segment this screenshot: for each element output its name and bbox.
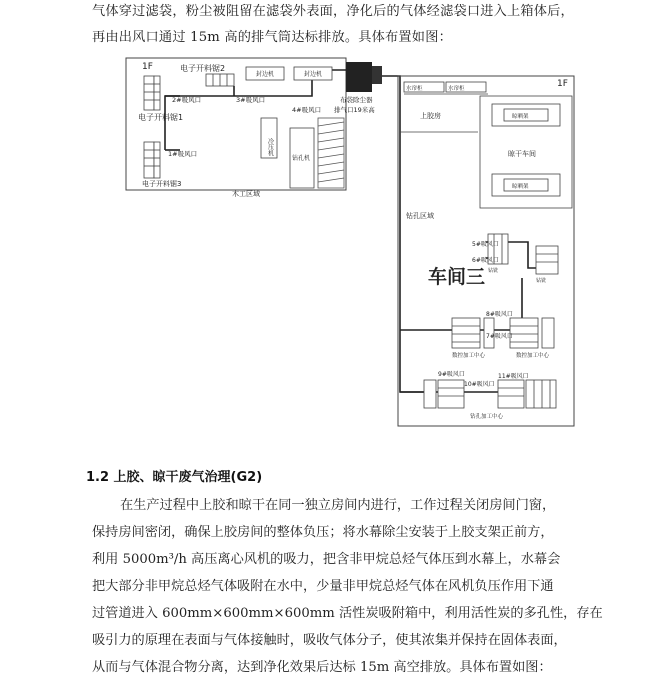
outlet-7-label: 7#吸风口 [486,333,513,340]
machine-rack-1 [144,76,160,110]
outlet-4-label: 4#吸风口 [292,106,322,114]
outlet-2-label: 2#吸风口 [172,96,202,104]
section-heading: 1.2 上胶、晾干废气治理(G2) [86,470,263,485]
zone-label: 木工区域 [232,190,260,198]
body-line-1: 在生产过程中上胶和晾干在同一独立房间内进行，工作过程关闭房间门窗， [120,498,556,513]
outlet-8-label: 8#吸风口 [486,311,513,318]
intro-line-1: 气体穿过滤袋，粉尘被阻留在滤袋外表面，净化后的气体经滤袋口进入上箱体后， [92,4,574,19]
body-line-7: 从而与气体混合物分离，达到净化效果后达标 15m 高空排放。具体布置如图： [92,660,552,675]
dry-box-2-label: 晾晒架 [512,184,529,190]
exhaust-fan [372,66,382,84]
outlet-9-label: 9#吸风口 [438,371,465,378]
body-line-5: 过管道进入 600mm×600mm×600mm 活性炭吸附箱中，利用活性炭的多孔性，存在 [92,606,603,621]
machine-1-label: 电子开料锯1 [138,113,184,122]
machine-rack-3 [144,142,160,178]
room-top-left-label: 水帘柜 [406,86,423,92]
outlet-10-label: 10#吸风口 [464,381,495,388]
outlet-3-label: 3#吸风口 [236,96,266,104]
collector-label: 布袋除尘器 [340,96,373,104]
outlet-6-label: 6#吸风口 [472,257,499,264]
cnc-1-label: 数控加工中心 [452,353,486,359]
outlet-11-label: 11#吸风口 [498,373,529,380]
intro-line-2: 再由出风口通过 15m 高的排气筒达标排放。具体布置如图： [92,30,452,45]
equipment-row-top [488,234,558,274]
cnc-2-label: 数控加工中心 [516,353,550,359]
body-line-6: 吸引力的原理在表面与气体接触时，吸收气体分子，使其浓集并保持在固体表面， [92,633,567,648]
conveyor-hatch [318,118,344,188]
drill-zone-label: 钻孔区域 [406,212,434,220]
machine-2-label: 电子开料锯2 [180,64,226,73]
right-floor-label: 1F [557,79,568,89]
machine-3-label: 电子开料锯3 [142,180,182,188]
body-line-4: 把大部分非甲烷总烃气体吸附在水中，少量非甲烷总烃气体在风机负压作用下通 [92,579,554,594]
body-line-2: 保持房间密闭，确保上胶房间的整体负压；将水幕除尘安装于上胶支架正前方， [92,525,554,540]
cnc-3-label: 钻孔加工中心 [470,414,504,420]
center-box-label: 冷压机 [266,138,274,156]
bag-filter-unit [346,62,372,92]
row-tag-1: 钻铣 [488,268,499,274]
machine-rack-2 [206,74,234,86]
dry-box-1-label: 晾晒架 [512,114,529,120]
box-a-label: 封边机 [256,71,275,78]
main-connecting-duct [382,76,430,392]
drying-room-label: 晾干车间 [508,150,536,158]
outlet-1-label: 1#吸风口 [168,150,198,158]
box-b-label: 封边机 [304,71,323,78]
body-line-3: 利用 5000m³/h 高压离心风机的吸力，把含非甲烷总烃气体压到水幕上，水幕会 [92,552,561,567]
right-duct-lines [400,242,548,392]
stack-label: 排气口19米高 [334,106,375,114]
ventilation-layout-diagram [0,48,649,440]
outlet-5-label: 5#吸风口 [472,241,499,248]
left-floor-label: 1F [142,62,153,72]
row-tag-2: 钻铣 [536,278,547,284]
glue-room-label: 上胶房 [420,112,441,120]
workshop-title: 车间三 [428,266,486,288]
right-box-label: 钻孔机 [292,155,311,162]
room-top-right-label: 水帘柜 [448,86,465,92]
